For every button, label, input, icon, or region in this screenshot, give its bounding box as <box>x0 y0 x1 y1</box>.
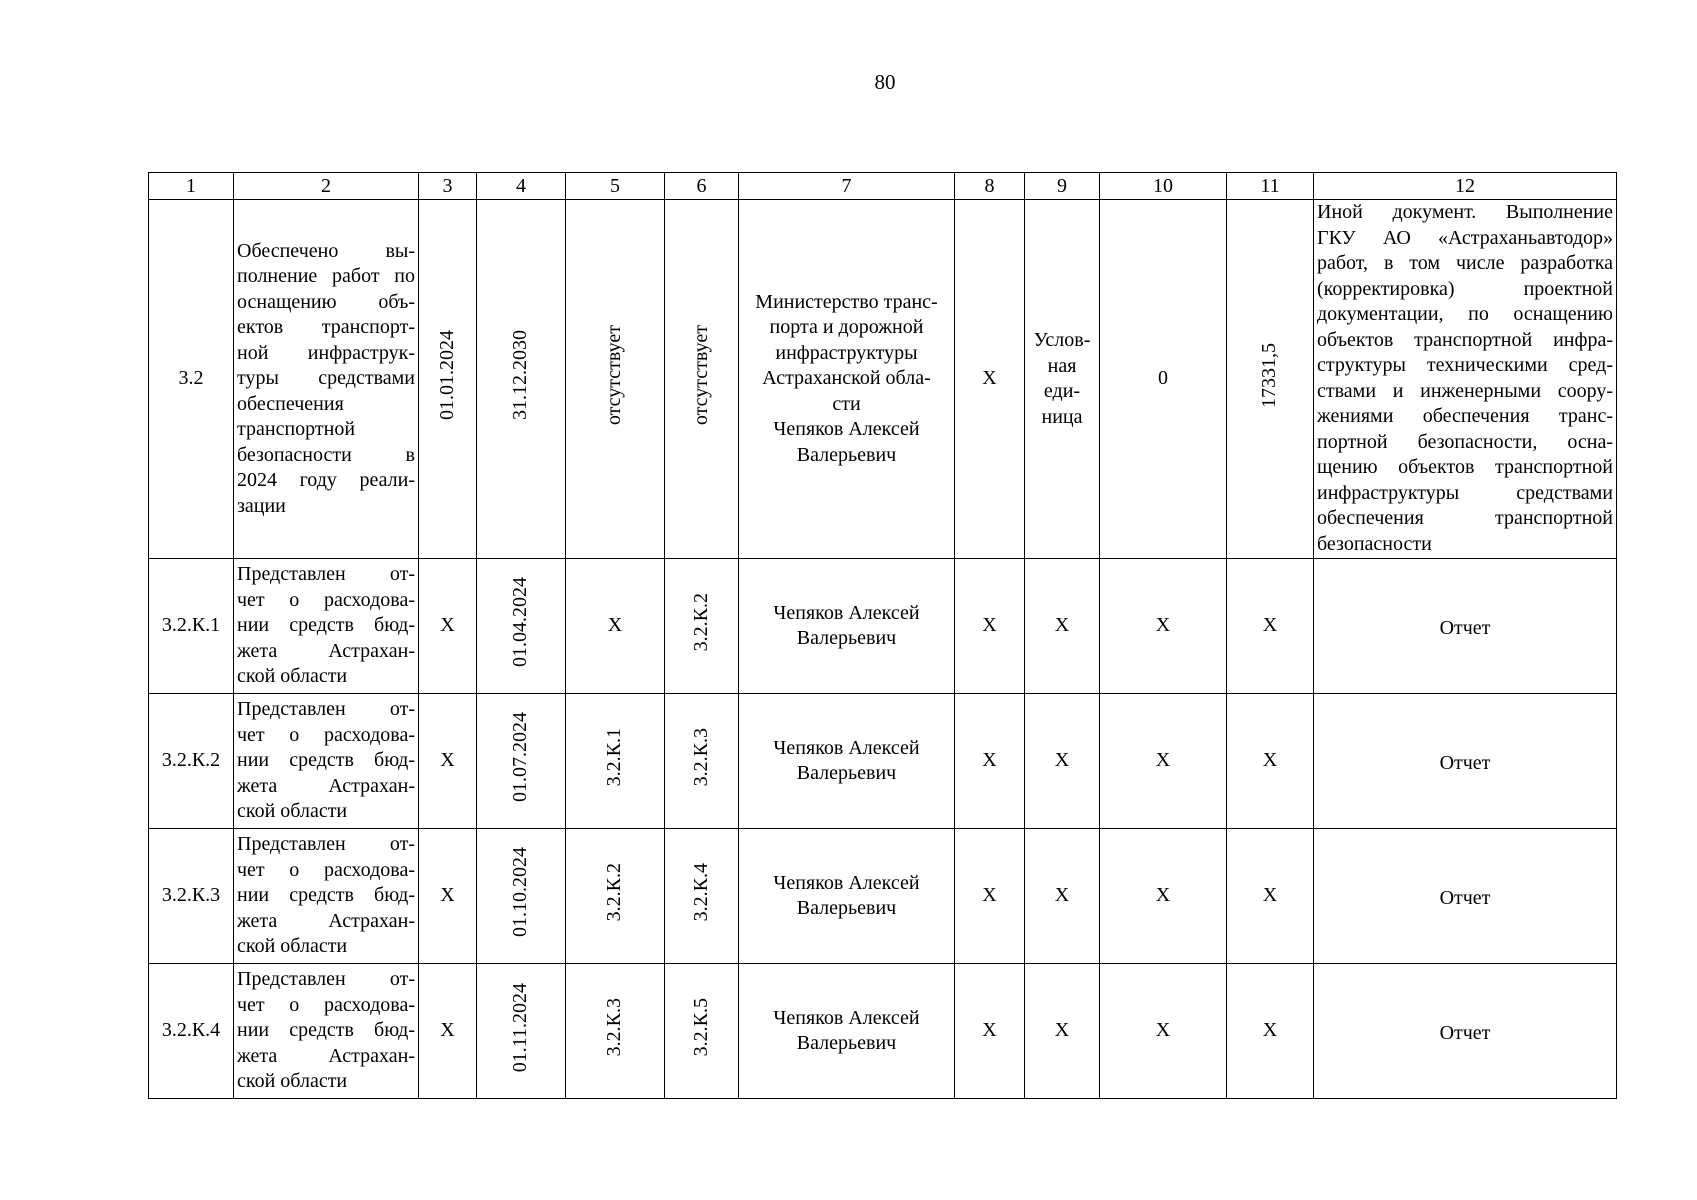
col-3: Х <box>419 694 477 829</box>
predecessor <box>566 829 665 964</box>
text-line: жета Астрахан- <box>237 909 415 932</box>
result-title-text <box>237 697 415 825</box>
text-line: щению объектов транспортной <box>1317 456 1613 478</box>
text-line: еди- <box>1043 380 1081 402</box>
col-11: Х <box>1227 694 1314 829</box>
text-line: Валерьевич <box>796 627 897 649</box>
header-cell-9: 9 <box>1025 173 1100 200</box>
row-number: 3.2 <box>149 200 234 559</box>
successor <box>665 694 739 829</box>
text-line: чет о расходова- <box>237 588 415 611</box>
table-row <box>149 829 1617 964</box>
header-cell-4: 4 <box>477 173 566 200</box>
header-cell-1: 1 <box>149 173 234 200</box>
col-10: Х <box>1100 559 1227 694</box>
text-line: Представлен от- <box>237 698 415 721</box>
text-line: ной инфраструк- <box>237 341 415 364</box>
col-10: Х <box>1100 829 1227 964</box>
table-row <box>149 559 1617 694</box>
control-date-text: 01.04.2024 <box>509 577 532 668</box>
predecessor <box>566 200 665 559</box>
row-number: 3.2.К.4 <box>149 964 234 1099</box>
text-line: Представлен от- <box>237 563 415 586</box>
predecessor-text: 3.2.К.3 <box>603 998 626 1057</box>
text-line: Чепяков Алексей <box>773 871 920 894</box>
start-date <box>419 200 477 559</box>
text-line: Представлен от- <box>237 833 415 856</box>
text-line: обеспечения <box>237 392 344 415</box>
header-row <box>149 173 1617 200</box>
text-line: нии средств бюд- <box>237 1019 415 1042</box>
table-body <box>149 173 1617 1099</box>
text-line: ской области <box>237 800 348 823</box>
control-date <box>477 829 566 964</box>
header-cell-6: 6 <box>665 173 739 200</box>
text-line: нии средств бюд- <box>237 614 415 637</box>
successor-text: 3.2.К.4 <box>689 863 712 922</box>
responsible-text <box>742 1006 951 1057</box>
table-row <box>149 964 1617 1099</box>
text-line: Валерьевич <box>796 762 897 784</box>
text-line: портной безопасности, осна- <box>1317 430 1613 453</box>
text-line: ница <box>1041 405 1083 428</box>
responsible-text <box>742 871 951 922</box>
col-10: 0 <box>1100 200 1227 559</box>
result-title <box>234 829 419 964</box>
text-line: туры средствами <box>237 367 415 390</box>
col-3: Х <box>419 964 477 1099</box>
text-line: Услов- <box>1033 329 1091 351</box>
text-line: нии средств бюд- <box>237 884 415 907</box>
header-cell-12: 12 <box>1314 173 1617 200</box>
successor-text: отсутствует <box>689 325 712 426</box>
col-3: Х <box>419 559 477 694</box>
text-line: нии средств бюд- <box>237 749 415 772</box>
text-line: Чепяков Алексей <box>773 1006 920 1029</box>
col-11 <box>1227 200 1314 559</box>
col-10: Х <box>1100 964 1227 1099</box>
col-8: Х <box>955 964 1025 1099</box>
text-line: Астраханской обла- <box>762 367 931 390</box>
col-11: Х <box>1227 964 1314 1099</box>
text-line: ской области <box>237 665 348 688</box>
text-line: Чепяков Алексей <box>773 601 920 624</box>
text-line: ствами и инженерными соору- <box>1317 379 1613 402</box>
responsible <box>739 200 955 559</box>
result-title <box>234 559 419 694</box>
header-cell-3: 3 <box>419 173 477 200</box>
col-8: Х <box>955 694 1025 829</box>
text-line: безопасности в <box>237 443 415 466</box>
text-line: Валерьевич <box>796 443 897 466</box>
header-cell-11: 11 <box>1227 173 1314 200</box>
control-date <box>477 694 566 829</box>
text-line: жениями обеспечения транс- <box>1317 405 1613 427</box>
predecessor-text: 3.2.К.2 <box>603 863 626 922</box>
col-8: Х <box>955 200 1025 559</box>
control-date-text: 01.07.2024 <box>509 712 532 803</box>
text-line: полнение работ по <box>237 265 415 288</box>
text-line: чет о расходова- <box>237 858 415 881</box>
successor <box>665 964 739 1099</box>
start-date-text: 01.01.2024 <box>435 330 458 421</box>
control-date <box>477 559 566 694</box>
row-number: 3.2.К.2 <box>149 694 234 829</box>
predecessor <box>566 964 665 1099</box>
successor <box>665 559 739 694</box>
text-line: оснащению объ- <box>237 290 415 313</box>
text-line: (корректировка) проектной <box>1317 277 1613 300</box>
text-line: Чепяков Алексей <box>773 418 920 441</box>
successor-text: 3.2.К.5 <box>689 998 712 1057</box>
text-line: ской области <box>237 935 348 958</box>
text-line: ектов транспорт- <box>237 316 415 339</box>
text-line: транспортной <box>237 418 356 441</box>
text-line: инфраструктуры <box>775 341 918 364</box>
text-line: Валерьевич <box>796 1032 897 1054</box>
responsible <box>739 559 955 694</box>
document-type: Отчет <box>1314 559 1617 694</box>
result-title <box>234 694 419 829</box>
successor <box>665 200 739 559</box>
responsible <box>739 694 955 829</box>
col-11: Х <box>1227 829 1314 964</box>
text-line: Министерство транс- <box>755 290 938 313</box>
result-title-text <box>237 562 415 690</box>
col-8: Х <box>955 829 1025 964</box>
header-cell-7: 7 <box>739 173 955 200</box>
header-cell-2: 2 <box>234 173 419 200</box>
text-line: обеспечения транспортной <box>1317 507 1613 529</box>
text-line: 2024 году реали- <box>237 469 415 492</box>
successor-text: 3.2.К.2 <box>689 593 712 652</box>
col-3: Х <box>419 829 477 964</box>
responsible-text <box>742 290 951 469</box>
predecessor-text: отсутствует <box>603 325 626 426</box>
text-line: Валерьевич <box>796 897 897 919</box>
text-line: чет о расходова- <box>237 723 415 746</box>
col-9: Х <box>1025 964 1100 1099</box>
text-line: Представлен от- <box>237 968 415 991</box>
unit <box>1025 200 1100 559</box>
unit-text <box>1028 328 1096 430</box>
text-line: жета Астрахан- <box>237 1044 415 1067</box>
text-line: объектов транспортной инфра- <box>1317 328 1613 351</box>
text-line: Иной документ. Выполнение <box>1317 201 1613 223</box>
text-line: ГКУ АО «Астраханьавтодор» <box>1317 226 1613 249</box>
responsible-text <box>742 736 951 787</box>
text-line: ная <box>1047 354 1077 377</box>
table-row <box>149 694 1617 829</box>
text-line: зации <box>237 494 286 517</box>
responsible <box>739 829 955 964</box>
text-line: жета Астрахан- <box>237 774 415 797</box>
result-title-text <box>237 832 415 960</box>
text-line: Обеспечено вы- <box>237 239 415 262</box>
col-9: Х <box>1025 829 1100 964</box>
text-line: работ, в том числе разработка <box>1317 252 1613 274</box>
col-11-text: 17331,5 <box>1258 342 1281 408</box>
col-9: Х <box>1025 559 1100 694</box>
document-type <box>1314 200 1617 559</box>
document-type: Отчет <box>1314 694 1617 829</box>
header-cell-10: 10 <box>1100 173 1227 200</box>
control-date-text: 01.11.2024 <box>509 982 532 1072</box>
control-date <box>477 964 566 1099</box>
document-type: Отчет <box>1314 964 1617 1099</box>
result-title-text <box>237 239 415 520</box>
col-8: Х <box>955 559 1025 694</box>
text-line: Чепяков Алексей <box>773 736 920 759</box>
table-row <box>149 200 1617 559</box>
document-type: Отчет <box>1314 829 1617 964</box>
predecessor-text: 3.2.К.1 <box>603 728 626 787</box>
text-line: сти <box>832 392 861 415</box>
end-date <box>477 200 566 559</box>
text-line: безопасности <box>1317 532 1432 555</box>
text-line: инфраструктуры средствами <box>1317 481 1613 504</box>
result-title <box>234 964 419 1099</box>
header-cell-5: 5 <box>566 173 665 200</box>
result-title-text <box>237 967 415 1095</box>
text-line: документации, по оснащению <box>1317 303 1613 325</box>
text-line: ской области <box>237 1070 348 1093</box>
row-number: 3.2.К.1 <box>149 559 234 694</box>
document-type-text <box>1317 200 1613 557</box>
col-10: Х <box>1100 694 1227 829</box>
text-line: структуры техническими сред- <box>1317 354 1613 376</box>
text-line: порта и дорожной <box>769 316 924 339</box>
end-date-text: 31.12.2030 <box>509 330 532 421</box>
row-number: 3.2.К.3 <box>149 829 234 964</box>
result-title <box>234 200 419 559</box>
plan-table <box>148 172 1617 1099</box>
successor <box>665 829 739 964</box>
text-line: чет о расходова- <box>237 993 415 1016</box>
responsible-text <box>742 601 951 652</box>
col-11: Х <box>1227 559 1314 694</box>
col-9: Х <box>1025 694 1100 829</box>
header-cell-8: 8 <box>955 173 1025 200</box>
page-number: 80 <box>874 70 896 94</box>
predecessor: Х <box>566 559 665 694</box>
predecessor <box>566 694 665 829</box>
successor-text: 3.2.К.3 <box>689 728 712 787</box>
responsible <box>739 964 955 1099</box>
text-line: жета Астрахан- <box>237 639 415 662</box>
control-date-text: 01.10.2024 <box>509 847 532 938</box>
